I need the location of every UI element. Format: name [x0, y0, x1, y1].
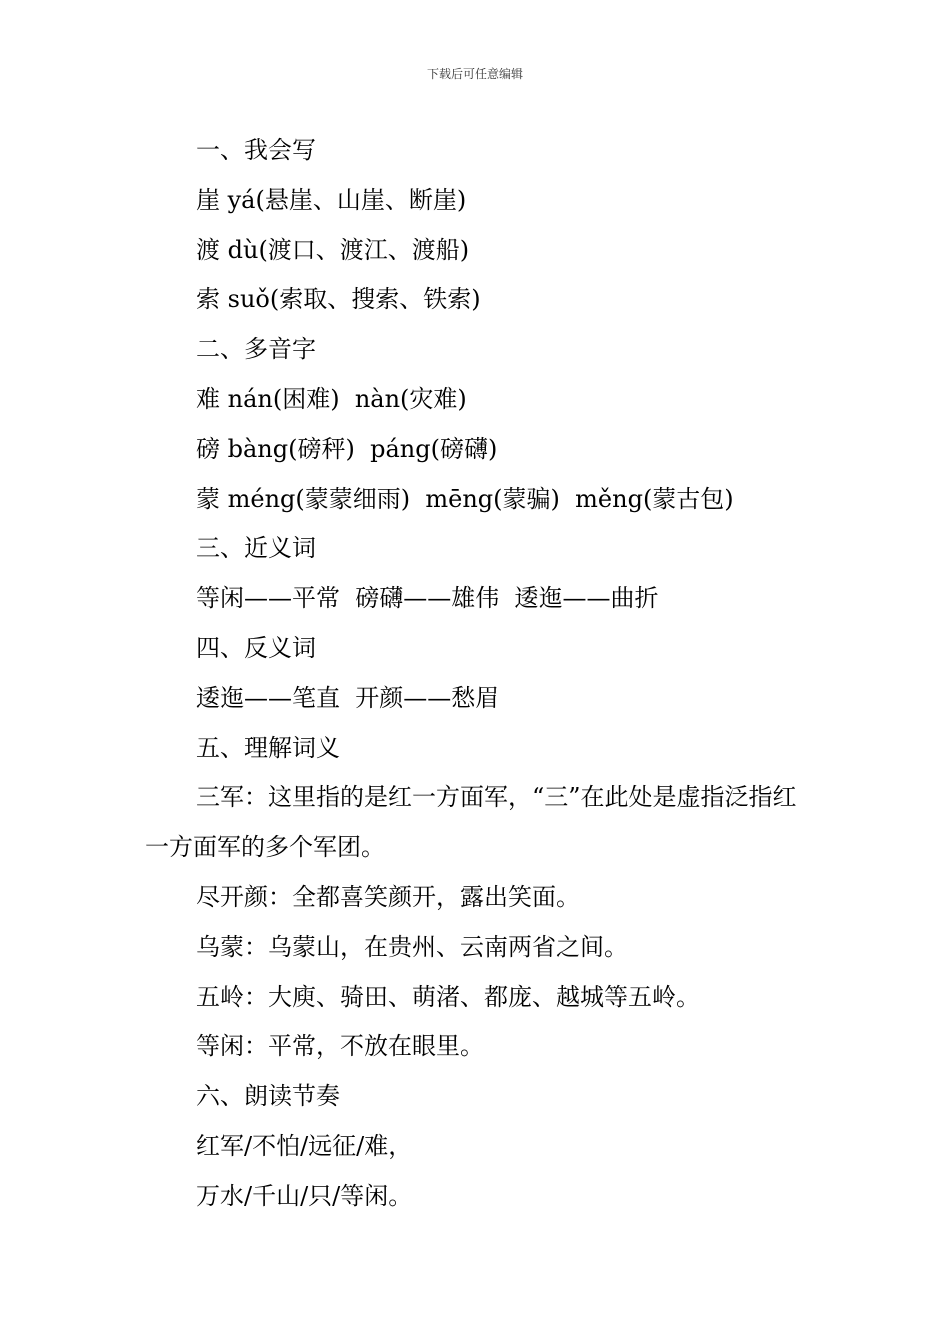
- synonym-list: 等闲——平常 磅礴——雄伟 逶迤——曲折: [196, 584, 659, 613]
- definition-jinkaiyan: 尽开颜：全都喜笑颜开，露出笑面。: [196, 882, 580, 911]
- definition-wumeng: 乌蒙：乌蒙山，在贵州、云南两省之间。: [196, 932, 628, 961]
- section-heading-4: 四、反义词: [196, 633, 316, 662]
- section-heading-5: 五、理解词义: [196, 733, 340, 762]
- page-header-note: 下载后可任意编辑: [426, 67, 523, 81]
- word-entry-du: 渡 dù(渡口、渡江、渡船): [196, 235, 470, 264]
- polyphone-meng: 蒙 méng(蒙蒙细雨) mēng(蒙骗) měng(蒙古包): [196, 484, 734, 513]
- definition-wuling: 五岭：大庾、骑田、萌渚、都庞、越城等五岭。: [196, 982, 700, 1011]
- document-body: [145, 126, 810, 1222]
- rhythm-line-1: 红军/不怕/远征/难，: [196, 1131, 413, 1160]
- polyphone-bang: 磅 bàng(磅秤) páng(磅礴): [196, 434, 498, 463]
- antonym-list: 逶迤——笔直 开颜——愁眉: [196, 683, 500, 712]
- polyphone-nan: 难 nán(困难) nàn(灾难): [196, 384, 467, 413]
- rhythm-line-2: 万水/千山/只/等闲。: [196, 1181, 413, 1210]
- section-heading-3: 三、近义词: [196, 534, 316, 563]
- section-heading-6: 六、朗读节奏: [196, 1082, 340, 1111]
- definition-sanjun: 三军：这里指的是红一方面军，“三”在此处是虚指泛指红一方面军的多个军团。: [145, 783, 797, 862]
- section-heading-1: 一、我会写: [196, 136, 316, 164]
- word-entry-suo: 索 suǒ(索取、搜索、铁索): [196, 285, 481, 314]
- section-heading-2: 二、多音字: [196, 335, 316, 364]
- word-entry-ya: 崖 yá(悬崖、山崖、断崖): [196, 185, 467, 214]
- definition-dengxian: 等闲：平常，不放在眼里。: [196, 1032, 484, 1061]
